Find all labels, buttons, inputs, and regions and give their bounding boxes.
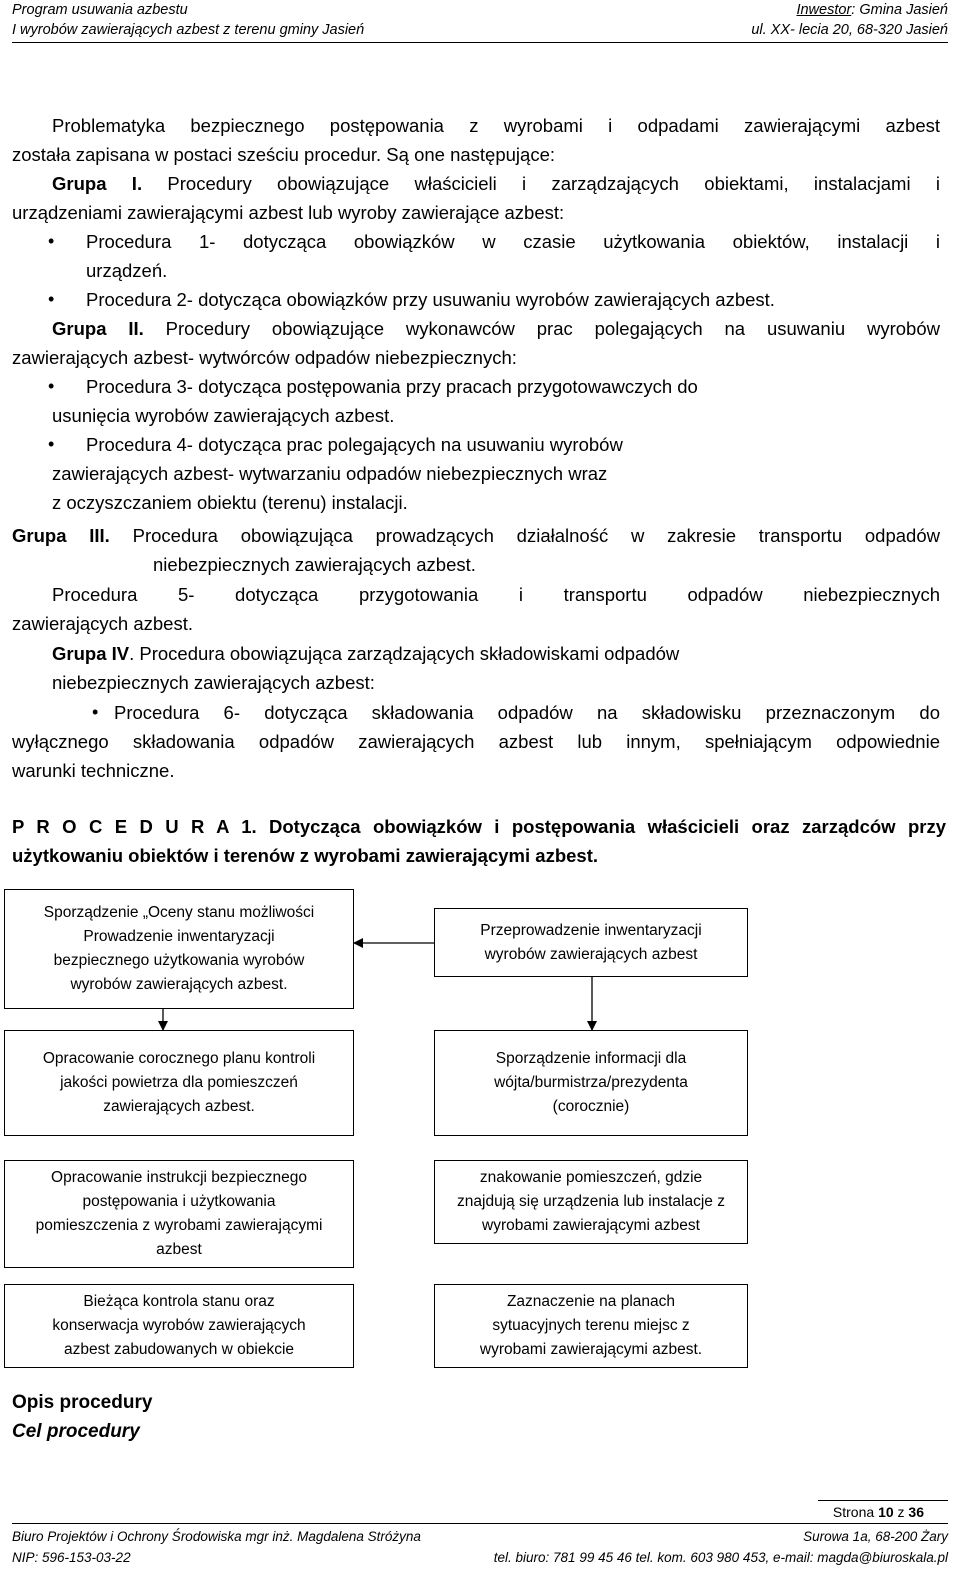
box-left-4: Bieżąca kontrola stanu oraz konserwacja wyrobów zawierających azbest zabudowanych w obiekcie (4, 1284, 354, 1368)
box-right-2: Sporządzenie informacji dla wójta/burmistrza/prezydenta (corocznie) (434, 1030, 748, 1136)
group2-line-1: Grupa II. Procedury obowiązujące wykonawców prac polegających na usuwaniu wyrobów (52, 318, 940, 339)
header-program-subtitle: I wyrobów zawierających azbest z terenu gminy Jasień (12, 22, 365, 38)
page-current: 10 (878, 1504, 894, 1520)
footer-contact: tel. biuro: 781 99 45 46 tel. kom. 603 980 453, e-mail: magda@biuroskala.pl (493, 1550, 948, 1565)
proc6-line-1: Procedura 6- dotycząca składowania odpadów na składowisku przeznaczonym do (114, 702, 940, 723)
section-goal: Cel procedury (12, 1421, 140, 1442)
proc5-line-2: zawierających azbest. (12, 613, 193, 634)
page-number: Strona 10 z 36 (832, 1504, 924, 1520)
proc3-line-2: usunięcia wyrobów zawierających azbest. (52, 405, 395, 426)
bullet-proc3: • (48, 376, 55, 396)
box-right-4: Zaznaczenie na planach sytuacyjnych terenu miejsc z wyrobami zawierającymi azbest. (434, 1284, 748, 1368)
group1-label: Grupa I. (52, 173, 143, 194)
group4-label: Grupa IV (52, 643, 130, 664)
procedure-title-line-2: użytkowaniu obiektów i terenów z wyrobami zawierającymi azbest. (12, 845, 598, 866)
proc6-line-2: wyłącznego składowania odpadów zawierających azbest lub innym, spełniającym odpowiednie (12, 731, 940, 752)
proc6-line-3: warunki techniczne. (12, 760, 175, 781)
box-right-1: Przeprowadzenie inwentaryzacji wyrobów zawierających azbest (434, 908, 748, 977)
group4-line-1: Grupa IV. Procedura obowiązująca zarządzających składowiskami odpadów (52, 643, 680, 664)
intro-line-2: została zapisana w postaci sześciu procedur. Są one następujące: (12, 144, 555, 165)
bullet-proc4: • (48, 434, 55, 454)
bullet-proc6: • (92, 702, 99, 722)
proc1-line-2: urządzeń. (86, 260, 168, 281)
bullet-proc1: • (48, 231, 55, 251)
box-left-2: Opracowanie corocznego planu kontroli jakości powietrza dla pomieszczeń zawierających azbest. (4, 1030, 354, 1136)
procedure-title-line-1: P R O C E D U R A 1. Dotycząca obowiązków i postępowania właścicieli oraz zarządców przy (12, 816, 946, 837)
proc3-line-1: Procedura 3- dotycząca postępowania przy pracach przygotowawczych do (86, 376, 698, 397)
header-investor-value: : Gmina Jasień (851, 2, 948, 18)
header-address: ul. XX- lecia 20, 68-320 Jasień (751, 22, 948, 38)
proc4-line-3: z oczyszczaniem obiektu (terenu) instalacji. (52, 492, 408, 513)
intro-line-1: Problematyka bezpiecznego postępowania z wyrobami i odpadami zawierającymi azbest (52, 115, 940, 136)
footer-company: Biuro Projektów i Ochrony Środowiska mgr inż. Magdalena Stróżyna (12, 1529, 421, 1544)
page-total: 36 (908, 1504, 924, 1520)
proc2-line-1: Procedura 2- dotycząca obowiązków przy usuwaniu wyrobów zawierających azbest. (86, 289, 775, 310)
proc4-line-1: Procedura 4- dotycząca prac polegających na usuwaniu wyrobów (86, 434, 623, 455)
group2-line-2: zawierających azbest- wytwórców odpadów niebezpiecznych: (12, 347, 517, 368)
group4-line-2: niebezpiecznych zawierających azbest: (52, 672, 375, 693)
proc1-line-1: Procedura 1- dotycząca obowiązków w czasie użytkowania obiektów, instalacji i (86, 231, 940, 252)
bullet-proc2: • (48, 289, 55, 309)
proc5-line-1: Procedura 5- dotycząca przygotowania i transportu odpadów niebezpiecznych (52, 584, 940, 605)
box-right-3: znakowanie pomieszczeń, gdzie znajdują się urządzenia lub instalacje z wyrobami zawierającymi azbest (434, 1160, 748, 1244)
group3-label: Grupa III. (12, 525, 110, 546)
page-number-rule (818, 1500, 948, 1501)
proc4-line-2: zawierających azbest- wytwarzaniu odpadów niebezpiecznych wraz (52, 463, 608, 484)
footer-address: Surowa 1a, 68-200 Żary (803, 1529, 948, 1544)
box-left-1: Sporządzenie „Oceny stanu możliwości Prowadzenie inwentaryzacji bezpiecznego użytkowania wyrobów wyrobów zawierających azbest. (4, 889, 354, 1009)
group3-line-1: Grupa III. Procedura obowiązująca prowadzących działalność w zakresie transportu odpadów (12, 525, 940, 546)
header-investor-label: Inwestor (796, 2, 852, 18)
footer-nip: NIP: 596-153-03-22 (12, 1550, 131, 1565)
footer-rule (12, 1523, 948, 1524)
header-program-title: Program usuwania azbestu (12, 2, 188, 18)
box-left-3: Opracowanie instrukcji bezpiecznego postępowania i użytkowania pomieszczenia z wyrobami zawierającymi azbest (4, 1160, 354, 1268)
section-description: Opis procedury (12, 1392, 153, 1413)
group2-label: Grupa II. (52, 318, 144, 339)
group1-line-2: urządzeniami zawierającymi azbest lub wyroby zawierające azbest: (12, 202, 565, 223)
group3-line-2: niebezpiecznych zawierających azbest. (153, 554, 476, 575)
group1-line-1: Grupa I. Procedury obowiązujące właścicieli i zarządzających obiektami, instalacjami i (52, 173, 940, 194)
